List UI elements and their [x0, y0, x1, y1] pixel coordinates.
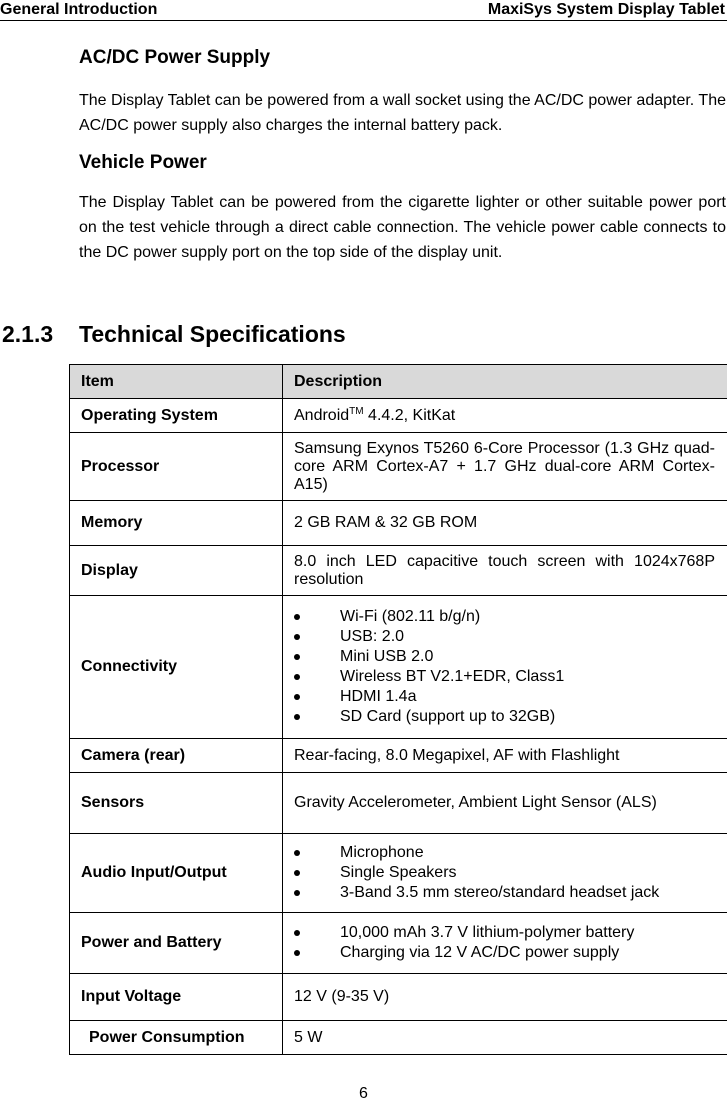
- row-consumption-desc: 5 W: [283, 1021, 727, 1055]
- row-camera-desc: Rear-facing, 8.0 Megapixel, AF with Flashlight: [283, 739, 727, 773]
- list-item: Single Speakers: [294, 863, 715, 883]
- table-row: [70, 739, 727, 773]
- list-item: Wi-Fi (802.11 b/g/n): [294, 607, 715, 627]
- row-display-item: Display: [70, 546, 283, 596]
- table-row: [70, 834, 727, 913]
- audio-list: [294, 843, 715, 903]
- table-row: [70, 433, 727, 501]
- table-row: [70, 913, 727, 974]
- header-chapter-title: General Introduction: [0, 1, 158, 18]
- row-consumption-item: Power Consumption: [70, 1021, 283, 1055]
- table-row: [70, 773, 727, 834]
- row-power-item: Power and Battery: [70, 913, 283, 974]
- section-title: Technical Specifications: [79, 321, 346, 347]
- table-row: [70, 399, 727, 433]
- list-item: Mini USB 2.0: [294, 647, 715, 667]
- row-audio-item: Audio Input/Output: [70, 834, 283, 913]
- ac-dc-paragraph: The Display Tablet can be powered from a wall socket using the AC/DC power adapter. The AC/DC power supply also charges the internal battery pack.: [79, 92, 726, 134]
- table-header-row: [70, 365, 727, 399]
- power-list: [294, 923, 715, 963]
- page-number: 6: [359, 1085, 368, 1102]
- row-memory-desc: 2 GB RAM & 32 GB ROM: [283, 501, 727, 546]
- trademark-sup: TM: [349, 405, 364, 417]
- row-voltage-desc: 12 V (9-35 V): [283, 974, 727, 1021]
- row-audio-desc: [283, 834, 727, 913]
- row-display-desc: 8.0 inch LED capacitive touch screen with 1024x768P resolution: [283, 546, 727, 596]
- section-number: 2.1.3: [2, 321, 54, 347]
- table-row: [70, 596, 727, 739]
- list-item: USB: 2.0: [294, 627, 715, 647]
- row-os-item: Operating System: [70, 399, 283, 433]
- ac-dc-heading: AC/DC Power Supply: [79, 47, 271, 68]
- row-power-desc: [283, 913, 727, 974]
- list-item: Wireless BT V2.1+EDR, Class1: [294, 667, 715, 687]
- list-item: 3-Band 3.5 mm stereo/standard headset jack: [294, 883, 715, 903]
- row-camera-item: Camera (rear): [70, 739, 283, 773]
- os-version: 4.4.2, KitKat: [363, 406, 456, 424]
- vehicle-power-heading: Vehicle Power: [79, 152, 207, 173]
- list-item: Charging via 12 V AC/DC power supply: [294, 943, 715, 963]
- header-description: Description: [283, 365, 727, 399]
- list-item: Microphone: [294, 843, 715, 863]
- row-os-desc: [283, 399, 727, 433]
- row-sensors-item: Sensors: [70, 773, 283, 834]
- row-processor-desc: Samsung Exynos T5260 6-Core Processor (1.3 GHz quad-core ARM Cortex-A7 + 1.7 GHz dual-core ARM Cortex-A15): [283, 433, 727, 501]
- list-item: SD Card (support up to 32GB): [294, 707, 715, 727]
- spec-table: [69, 364, 727, 1055]
- os-name: Android: [294, 406, 350, 424]
- header-item: Item: [70, 365, 283, 399]
- table-row: [70, 1021, 727, 1055]
- header-rule: [0, 20, 727, 21]
- row-processor-item: Processor: [70, 433, 283, 501]
- table-row: [70, 546, 727, 596]
- row-voltage-item: Input Voltage: [70, 974, 283, 1021]
- vehicle-power-paragraph: The Display Tablet can be powered from the cigarette lighter or other suitable power port on the test vehicle through a direct cable connection. The vehicle power cable connects to the DC power supply port on the top side of the display unit.: [79, 194, 726, 261]
- row-sensors-desc: Gravity Accelerometer, Ambient Light Sensor (ALS): [283, 773, 727, 834]
- table-row: [70, 501, 727, 546]
- list-item: 10,000 mAh 3.7 V lithium-polymer battery: [294, 923, 715, 943]
- row-connectivity-desc: [283, 596, 727, 739]
- list-item: HDMI 1.4a: [294, 687, 715, 707]
- table-row: [70, 974, 727, 1021]
- connectivity-list: [294, 607, 715, 727]
- header-document-title: MaxiSys System Display Tablet: [487, 1, 725, 18]
- row-memory-item: Memory: [70, 501, 283, 546]
- row-connectivity-item: Connectivity: [70, 596, 283, 739]
